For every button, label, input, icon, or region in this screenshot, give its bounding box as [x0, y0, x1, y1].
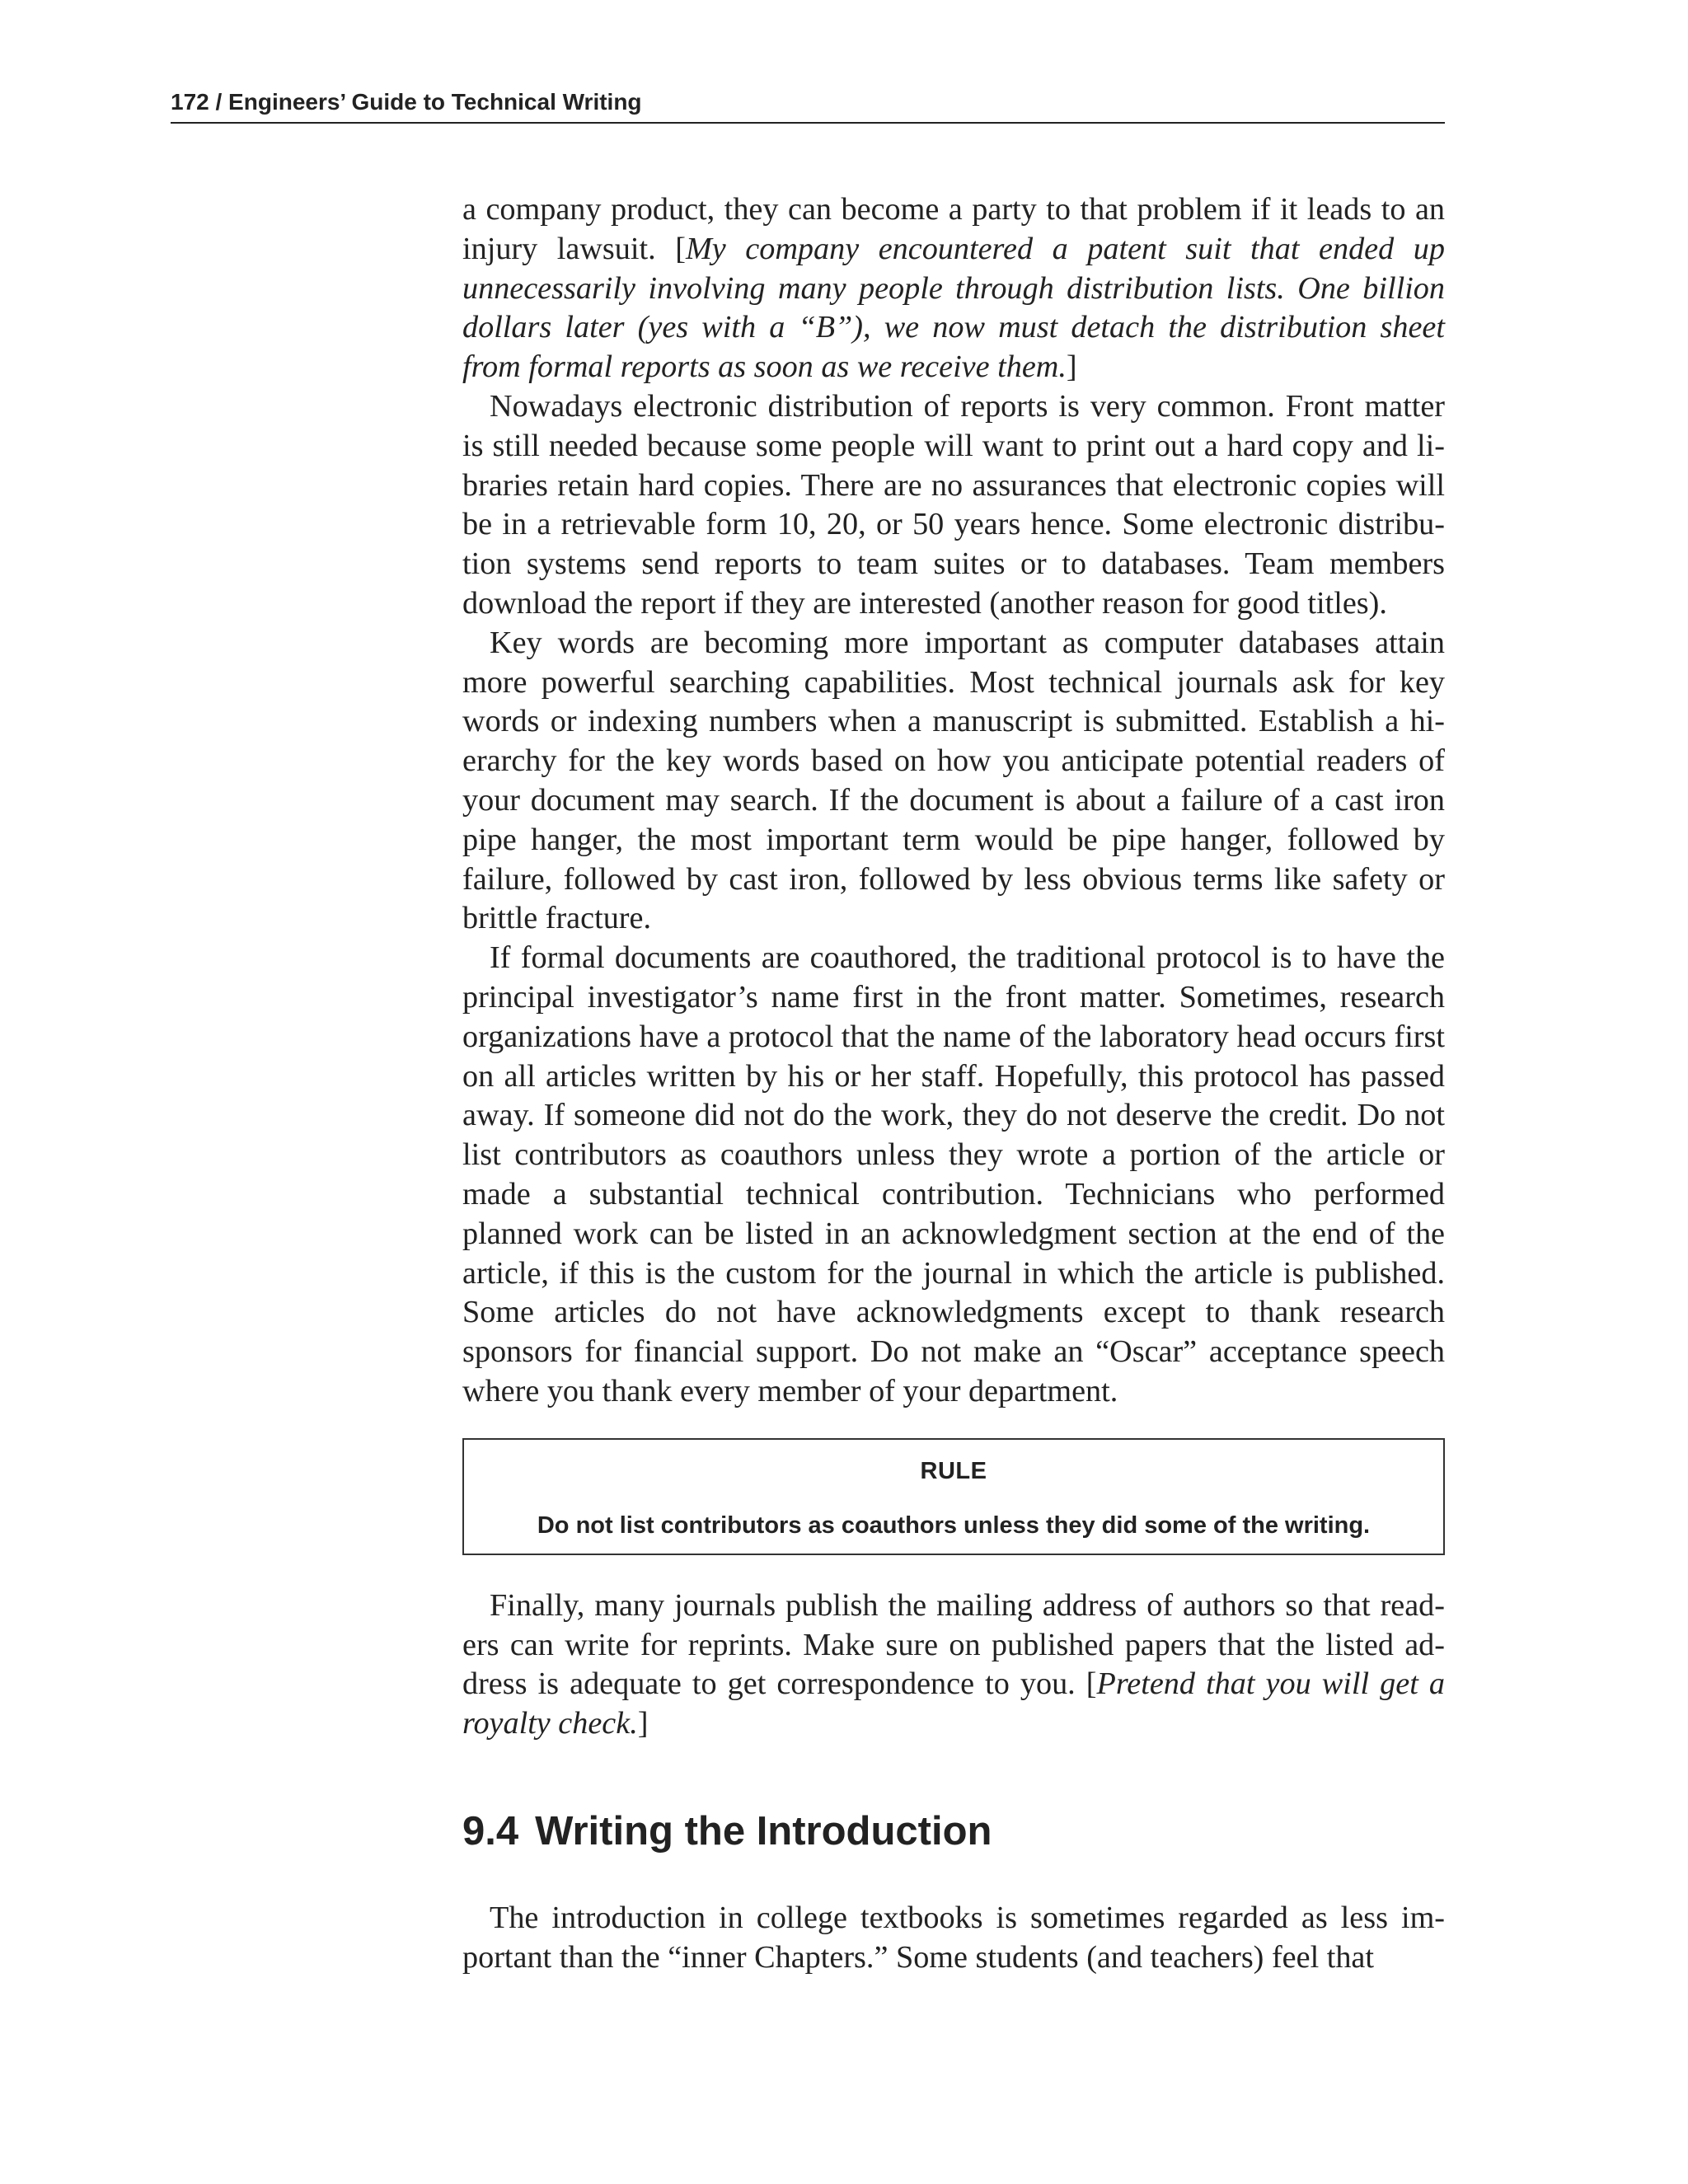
rule-title: RULE	[920, 1457, 987, 1484]
section-title: Writing the Introduction	[535, 1808, 992, 1854]
text-column	[462, 190, 1445, 1977]
paragraph-text: a company product, they can become a party to that problem if it leads to an injury lawsuit. [	[462, 192, 1445, 266]
paragraph-continued	[462, 190, 1445, 387]
paragraph-electronic-distribution: Nowadays electronic distribution of reports is very common. Front matter is still needed because some people will want to print out a hard copy and libraries retain hard copies. There are no assurances that electronic copies will be in a retrievable form 10, 20, or 50 years hence. Some electronic distribution systems send reports to team suites or to databases. Team members download the report if they are interested (another reason for good titles).	[462, 388, 1445, 621]
paragraph-introduction: The introduction in college textbooks is sometimes regarded as less important than the “inner Chapters.” Some students (and teachers) feel that	[462, 1900, 1445, 1975]
italic-aside: Pretend that you will get a royalty check.	[462, 1666, 1445, 1741]
rule-text: Do not list contributors as coauthors unless they did some of the writing.	[537, 1511, 1371, 1539]
rule-box	[462, 1438, 1445, 1555]
section-heading	[462, 1807, 1445, 1856]
closing-bracket: ]	[1066, 349, 1077, 385]
paragraph-text: Finally, many journals publish the mailing address of authors so that readers can write for reprints. Make sure on published papers that the listed address is adequate to get correspondence to you. [	[462, 1587, 1445, 1702]
closing-bracket: ]	[637, 1706, 649, 1741]
paragraph-coauthors: If formal documents are coauthored, the traditional protocol is to have the principal investigator’s name first in the front matter. Sometimes, research organizations have a protocol that the name of the laboratory head occurs first on all articles written by his or her staff. Hopefully, this protocol has passed away. If someone did not do the work, they do not deserve the credit. Do not list contributors as coauthors unless they wrote a portion of the article or made a substantial technical contribution. Technicians who performed planned work can be listed in an acknowledgment section at the end of the article, if this is the custom for the journal in which the article is published. Some articles do not have acknowledgments except to thank research sponsors for financial support. Do not make an “Oscar” acceptance speech where you thank every member of your department.	[462, 940, 1445, 1408]
running-head: 172 / Engineers’ Guide to Technical Writing	[171, 86, 1445, 124]
section-number: 9.4	[462, 1808, 519, 1854]
italic-aside: My company encountered a patent suit that ended up unnecessarily involving many people through distribution lists. One billion dollars later (yes with a “B”), we now must detach the distribution sheet from formal reports as soon as we receive them.	[462, 231, 1445, 385]
paragraph-mailing-address	[462, 1586, 1445, 1744]
paragraph-key-words: Key words are becoming more important as computer databases attain more powerful searching capabilities. Most technical journals ask for key words or indexing numbers when a manuscript is submitted. Establish a hierarchy for the key words based on how you anticipate potential readers of your document may search. If the document is about a failure of a cast iron pipe hanger, the most important term would be pipe hanger, followed by failure, followed by cast iron, followed by less obvious terms like safety or brittle fracture.	[462, 625, 1445, 936]
